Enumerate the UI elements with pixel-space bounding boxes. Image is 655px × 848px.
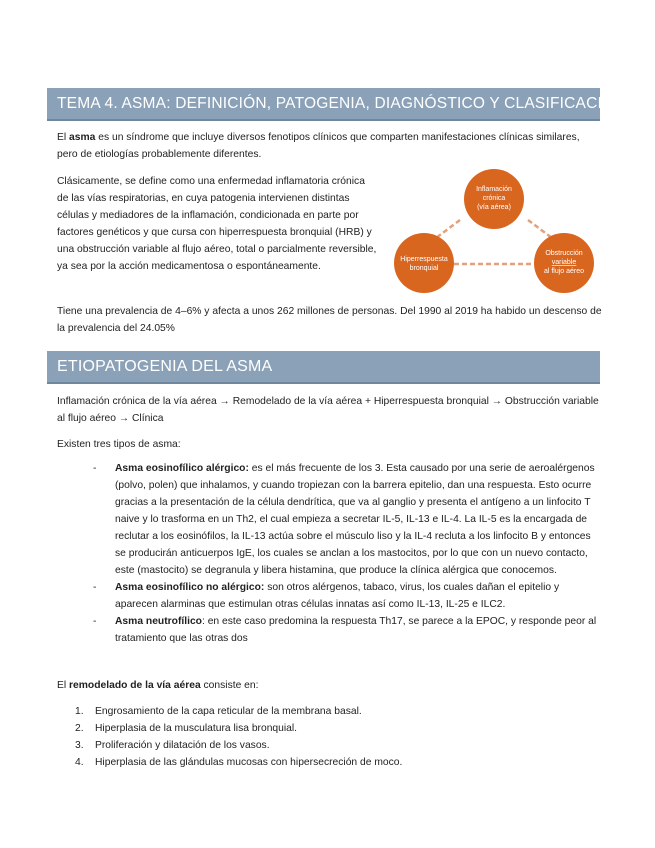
node-obstruccion-line2: variable [551,259,577,266]
type-name: Asma neutrofílico [115,616,202,627]
remod-item-text: Hiperplasia de la musculatura lisa bronquial. [95,723,298,734]
remod-pre: El [57,680,70,691]
type-name: Asma eosinofílico alérgico: [115,463,249,474]
node-obstruccion-line3: al flujo aéreo [543,268,585,275]
node-obstruccion-line1: Obstrucción [545,250,583,257]
type-name: Asma eosinofílico no alérgico: [115,582,265,593]
node-inflamacion-line1: Inflamación [476,186,512,193]
list-dash: - [93,463,97,474]
types-intro-paragraph: Existen tres tipos de asma: [57,439,181,450]
intro-paragraph [57,129,602,163]
list-number: 4. [75,757,84,768]
list-item [93,613,598,647]
list-item [75,754,605,771]
classic-definition-paragraph: Clásicamente, se define como una enfermedad inflamatoria crónica de las vías respiratorias, en cuya patogenia intervienen distintas células y mediadores de la inflamación, condicionada en parte por factores genéticos y que cursa con hiperrespuesta bronquial (HRB) y una obstrucción variable al flujo aéreo, total o parcialmente reversible, ya sea por la acción medicamentosa o espontáneamente. [57,176,377,272]
type-description: : en este caso predomina la respuesta Th17, se parece a la EPOC, y responde peor al tratamiento que las otras dos [115,616,597,644]
node-obstruccion [534,233,594,293]
node-hiperrespuesta-line2: bronquial [409,265,439,272]
asthma-triad-diagram [388,162,600,294]
section-title-asma: TEMA 4. ASMA: DEFINICIÓN, PATOGENIA, DIAGNÓSTICO Y CLASIFICACIÓN [47,88,600,121]
remodeling-list [75,703,605,771]
type-description: son otros alérgenos, tabaco, virus, los cuales dañan el epitelio y aparecen alarminas que estimulan otras células innatas así como IL-13, IL-25 e ILC2. [115,582,560,610]
prevalence-paragraph: Tiene una prevalencia de 4–6% y afecta a unos 262 millones de personas. Del 1990 al 2019 ha habido un descenso de la prevalencia del 24.05% [57,306,602,334]
remodeling-intro-paragraph [57,677,602,694]
remod-item-text: Engrosamiento de la capa reticular de la membrana basal. [95,706,362,717]
pathogenesis-flow-paragraph: Inflamación crónica de la vía aérea → Remodelado de la vía aérea + Hiperrespuesta bronquial → Obstrucción variable al flujo aéreo → Clínica [57,396,599,424]
list-item [93,460,598,579]
node-hiperrespuesta-line1: Hiperrespuesta [400,256,448,263]
node-inflamacion-line2: crónica [482,195,506,202]
asthma-types-list [93,460,598,647]
list-item [75,703,605,720]
type-description: es el más frecuente de los 3. Esta causado por una serie de aeroalérgenos (polvo, polen) que inhalamos, y cuando tropiezan con la barrera epitelio, dan una respuesta. Esto ocurre gracias a la presentación de la célula dendrítica, que va al ganglio y presenta el antígeno a un linfocito T naive y lo trasforma en un Th2, el cual empieza a secretar IL-5, IL-13 e IL-4. La IL-5 es la encargada de reclutar a los eosinófilos, la IL-13 actúa sobre el músculo liso y la IL-4 recluta a los linfocito B y entonces se producirán anticuerpos IgE, los cuales se anclan a los mastocitos, por lo que con un nuevo contacto, este (mastocito) se degranula y libera histamina, que produce la clínica alérgica que conocemos. [115,463,595,576]
list-number: 1. [75,706,84,717]
remod-item-text: Hiperplasia de las glándulas mucosas con hipersecreción de moco. [95,757,403,768]
list-item [93,579,598,613]
section-title-etiopatogenia: ETIOPATOGENIA DEL ASMA [47,351,600,384]
list-item [75,737,605,754]
list-dash: - [93,616,97,627]
intro-pre: El [57,132,70,143]
remod-item-text: Proliferación y dilatación de los vasos. [95,740,270,751]
remod-post: consiste en: [200,680,259,691]
node-hiperrespuesta-circle [394,233,454,293]
node-inflamacion [464,169,524,229]
list-number: 2. [75,723,84,734]
intro-post: es un síndrome que incluye diversos fenotipos clínicos que comparten manifestaciones clínicas similares, pero de etiologías probablemente diferentes. [57,132,580,160]
list-dash: - [93,582,97,593]
node-inflamacion-line3: (vía aérea) [477,204,511,211]
list-number: 3. [75,740,84,751]
node-hiperrespuesta [394,233,454,293]
intro-bold-term: asma [69,132,96,143]
list-item [75,720,605,737]
remod-bold-term: remodelado de la vía aérea [69,680,201,691]
